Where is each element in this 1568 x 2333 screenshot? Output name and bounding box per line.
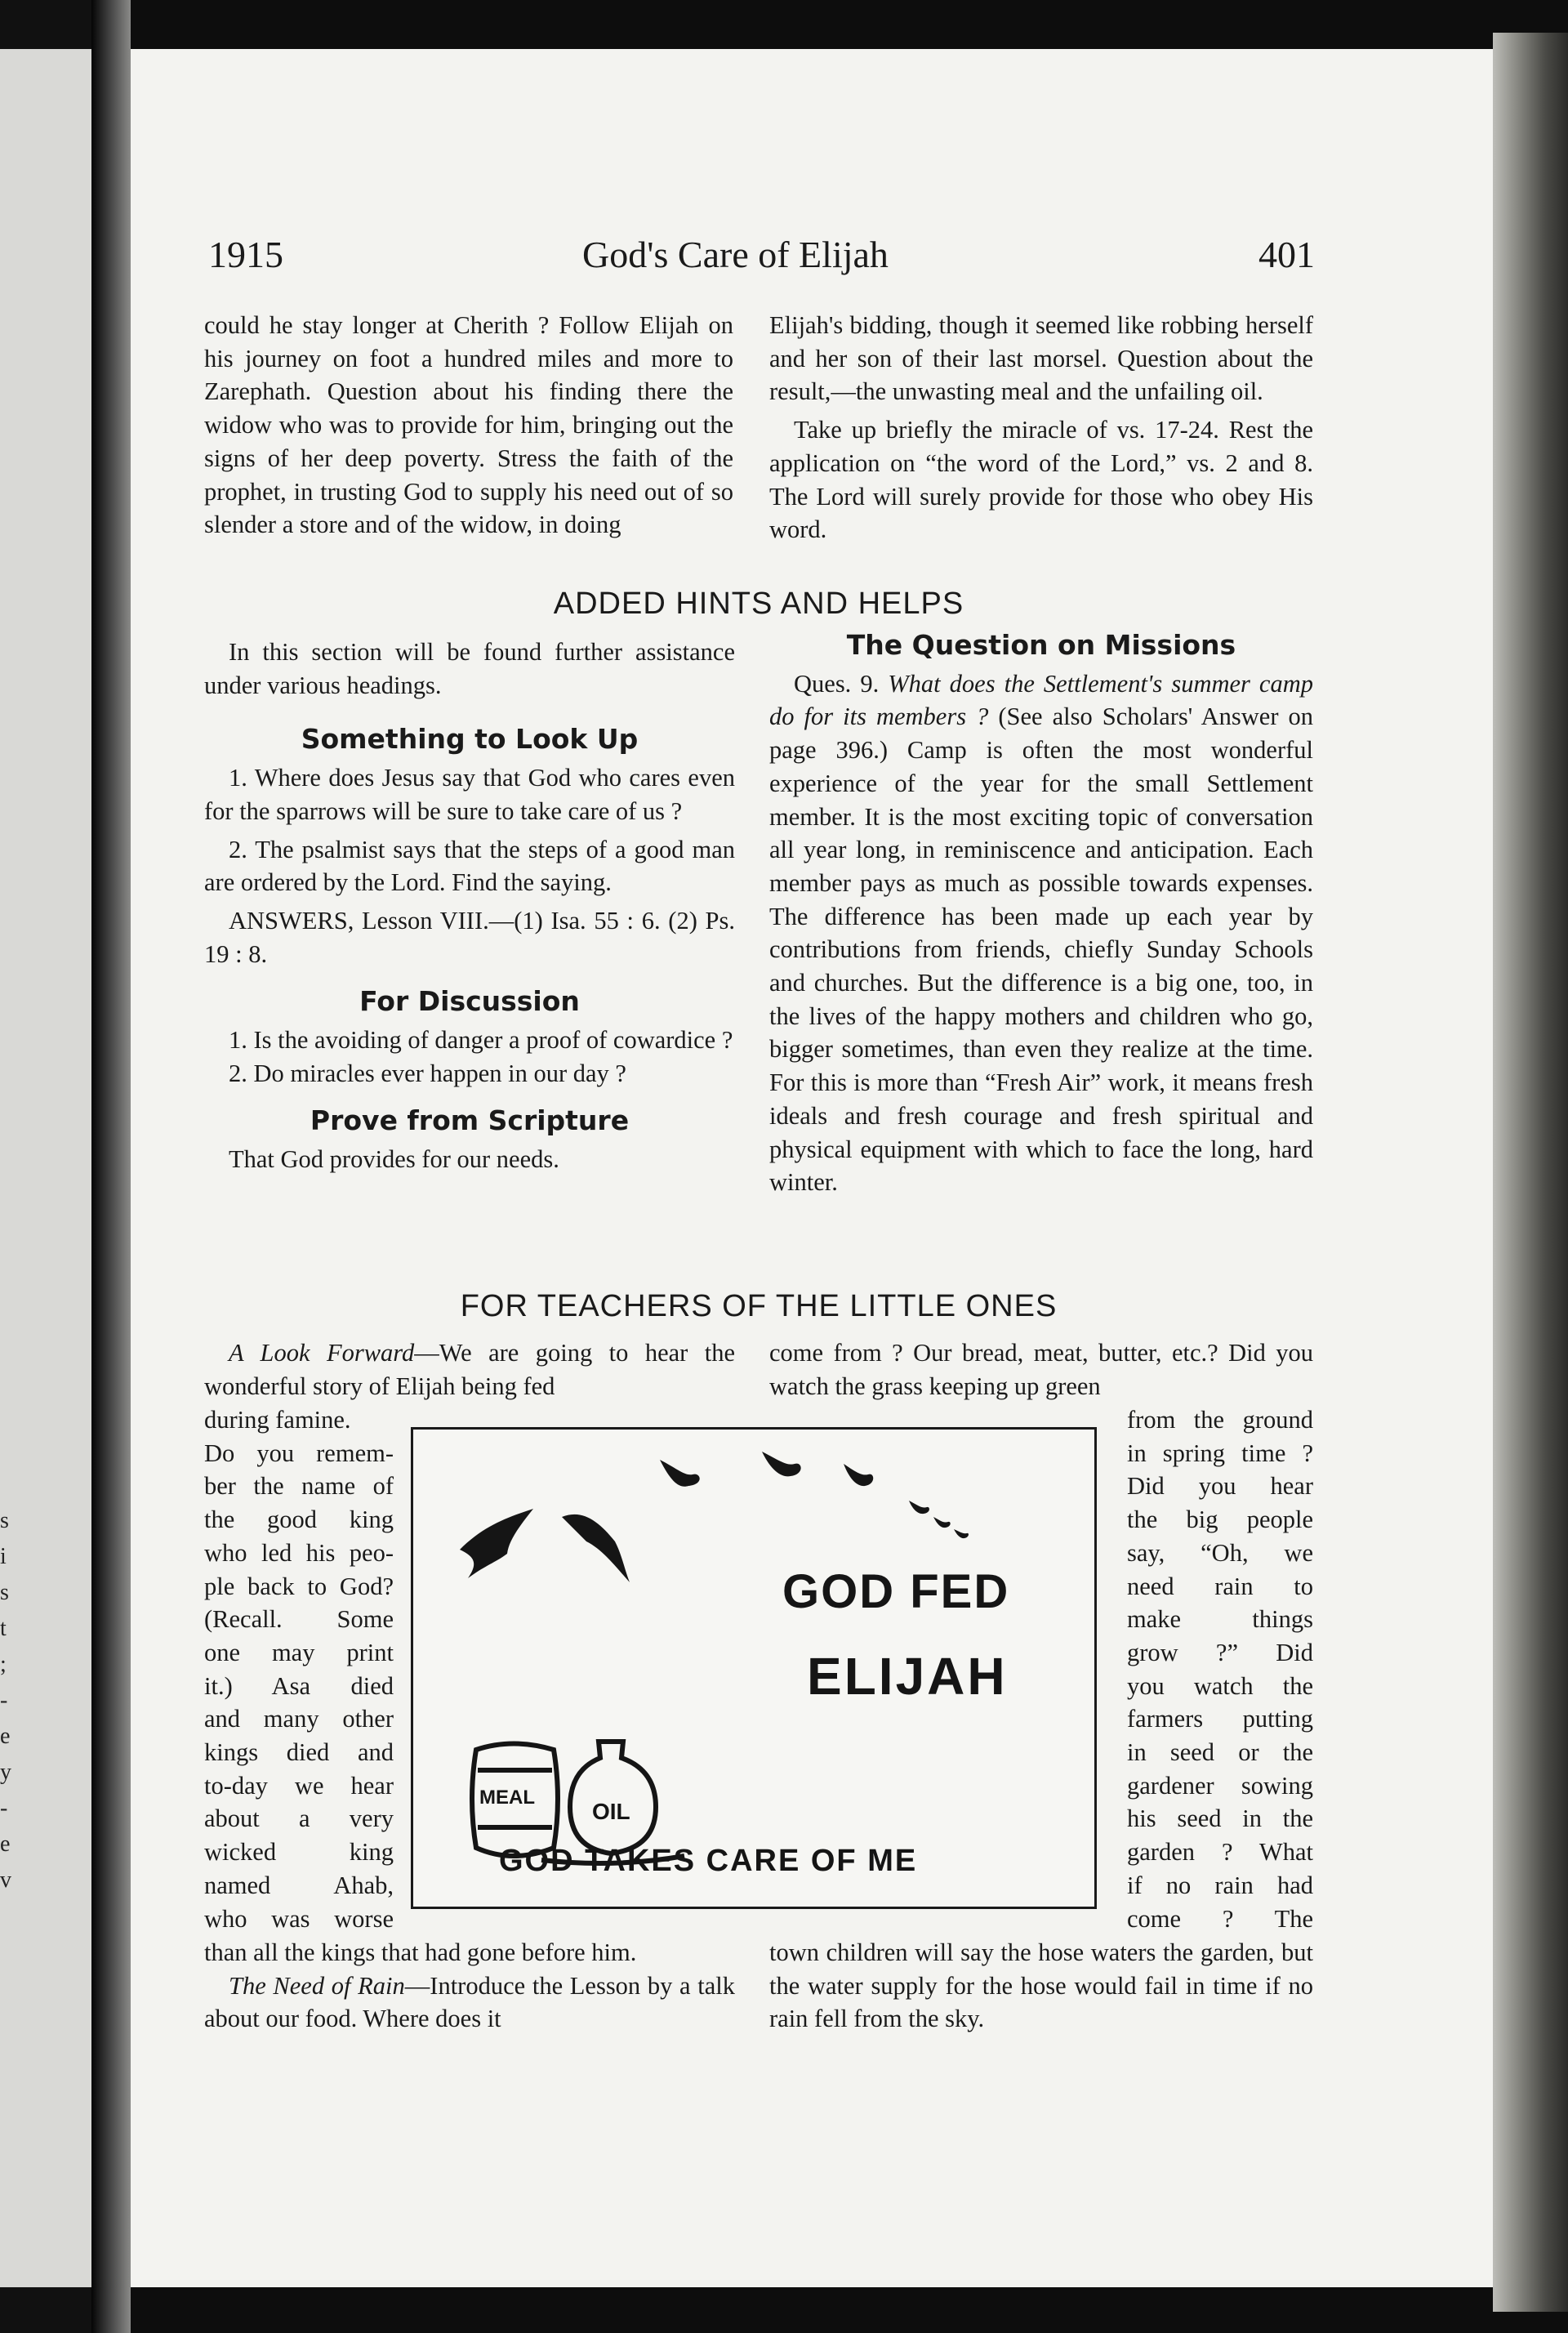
- margin-char: t: [0, 1616, 7, 1641]
- missions-body: (See also Scholars' Answer on page 396.) Camp is often the most wonderful experience of the year for the small Settlement member. It is the most exciting topic of conversation all year long, in reminiscence and anticipation. Each member pays as much as possible towards expenses. The difference has been made up each year by contributions from friends, chiefly Sunday Schools and churches. But the difference is a big one, too, in the lives of the happy mothers and children who go, bigger sometimes, than even they realize at the time. For this is more than “Fresh Air” work, it means fresh ideals and fresh courage and fresh spiritual and physical equipment with which to face the long, hard winter.: [769, 703, 1314, 1197]
- little-ones-right-bottom: [769, 1936, 1313, 2036]
- raven-icon: [954, 1529, 969, 1538]
- page-number: 401: [1258, 234, 1315, 275]
- wrap-line-right: in seed or the: [1127, 1738, 1313, 1767]
- ravens: [460, 1452, 969, 1582]
- raven-icon: [660, 1460, 700, 1487]
- wrap-line-left: (Recall. Some: [204, 1605, 394, 1634]
- illustration-caption: GOD TAKES CARE OF ME: [499, 1844, 918, 1878]
- running-head: [208, 233, 1315, 290]
- wrap-line-right: garden ? What: [1127, 1838, 1313, 1867]
- look-forward-label: A Look Forward: [229, 1339, 415, 1367]
- raven-icon: [562, 1514, 630, 1582]
- hints-right-column: [769, 629, 1313, 1199]
- jar-label: OIL: [592, 1799, 630, 1824]
- look-up-question-1: 1. Where does Jesus say that God who cares even for the sparrows will be sure to take care of us ?: [204, 764, 735, 825]
- wrap-line-right: his seed in the: [1127, 1804, 1313, 1833]
- little-ones-heading: FOR TEACHERS OF THE LITTLE ONES: [460, 1289, 1058, 1323]
- page-title: God's Care of Elijah: [582, 234, 889, 275]
- margin-char: ;: [0, 1652, 7, 1677]
- wrap-line-left: ple back to God?: [204, 1572, 394, 1600]
- margin-char: -: [0, 1795, 8, 1821]
- raven-icon: [933, 1517, 951, 1528]
- little-ones-left-bottom: [204, 1936, 735, 2036]
- wrap-line-right: grow ?” Did: [1127, 1638, 1313, 1666]
- top-right-paragraph-2: Take up briefly the miracle of vs. 17-24. Rest the application on “the word of the Lord,” vs. 2 and 8. The Lord will surely provide for those who obey His word.: [769, 416, 1313, 544]
- look-up-heading: Something to Look Up: [301, 723, 639, 756]
- margin-char: s: [0, 1580, 9, 1605]
- right-lead: come from ? Our bread, meat, butter, etc.? Did you watch the grass keeping up green: [769, 1339, 1313, 1400]
- margin-char: -: [0, 1688, 8, 1713]
- book-spine: [91, 0, 131, 2333]
- wrap-line-left: it.) Asa died: [204, 1671, 394, 1700]
- wrap-line-left: the good king: [204, 1506, 394, 1534]
- look-forward-lead: [204, 1336, 735, 1403]
- wrap-line-right: say, “Oh, we: [1127, 1538, 1313, 1567]
- raven-icon: [460, 1509, 533, 1578]
- raven-icon: [909, 1501, 929, 1514]
- wrap-line-left: ber the name of: [204, 1472, 394, 1501]
- hints-left-column: [204, 636, 735, 1176]
- wrap-line-right: come ? The: [1127, 1904, 1313, 1933]
- page-stack-edge: [1493, 33, 1568, 2312]
- facing-page-edge: [0, 49, 91, 2287]
- discussion-question-2: 2. Do miracles ever happen in our day ?: [229, 1059, 626, 1087]
- discussion-heading: For Discussion: [359, 985, 580, 1018]
- margin-char: y: [0, 1760, 11, 1785]
- need-of-rain: [204, 1969, 735, 2036]
- illustration-line-2: ELIJAH: [807, 1647, 1008, 1706]
- missions-heading: The Question on Missions: [846, 629, 1236, 661]
- look-forward-text: —We are going to hear the wonderful story of Elijah being fed: [204, 1339, 735, 1400]
- raven-icon: [762, 1452, 801, 1476]
- wrap-line-right: the big people: [1127, 1506, 1313, 1534]
- wrap-line-left: to-day we hear: [204, 1771, 394, 1800]
- illustration-line-1: GOD FED: [782, 1565, 1010, 1618]
- top-left-column: [204, 309, 733, 542]
- wrap-line-left: one may print: [204, 1638, 394, 1666]
- little-ones-right-column: [769, 1336, 1313, 1403]
- wrap-line-right: need rain to: [1127, 1572, 1313, 1600]
- wrap-line-right: make things: [1127, 1605, 1313, 1634]
- wrap-line-left: Do you remem-: [204, 1439, 394, 1467]
- margin-char: s: [0, 1508, 9, 1533]
- prove-heading: Prove from Scripture: [310, 1104, 630, 1137]
- discussion-question-1: 1. Is the avoiding of danger a proof of cowardice ?: [229, 1026, 733, 1055]
- top-right-column: [769, 309, 1313, 546]
- need-of-rain-label: The Need of Rain: [229, 1971, 405, 2000]
- wrap-line-right: from the ground: [1127, 1406, 1313, 1434]
- wrap-line-left: wicked king: [204, 1838, 394, 1867]
- need-of-rain-text: —Introduce the Lesson by a talk about our food. Where does it: [204, 1971, 735, 2033]
- little-ones-right-wrap: [1127, 1403, 1313, 1935]
- right-end: town children will say the hose waters the garden, but the water supply for the hose would fail in time if no rain fell from the sky.: [769, 1938, 1313, 2033]
- illustration: [411, 1427, 1097, 1909]
- hints-intro: In this section will be found further assistance under various headings.: [204, 638, 735, 699]
- top-left-paragraph: could he stay longer at Cherith ? Follow Elijah on his journey on foot a hundred miles and more to Zarephath. Question about his finding there the widow who was to provide for him, bringing out the signs of her deep poverty. Stress the faith of the prophet, in trusting God to supply his need out of so slender a store and of the widow, in doing: [204, 311, 733, 539]
- wrap-line-left: and many other: [204, 1705, 394, 1733]
- barrel-label: MEAL: [479, 1787, 535, 1809]
- wrap-line-right: you watch the: [1127, 1671, 1313, 1700]
- raven-icon: [844, 1464, 873, 1486]
- wrap-line-right: Did you hear: [1127, 1472, 1313, 1501]
- look-up-question-2: 2. The psalmist says that the steps of a good man are ordered by the Lord. Find the saying.: [204, 835, 735, 897]
- wrap-line-right: gardener sowing: [1127, 1771, 1313, 1800]
- wrap-line-left: who was worse: [204, 1904, 394, 1933]
- wrap-line-left: who led his peo-: [204, 1538, 394, 1567]
- missions-answer: [769, 667, 1313, 1199]
- margin-char: e: [0, 1831, 11, 1857]
- wrap-line-left: kings died and: [204, 1738, 394, 1767]
- little-ones-left-column: [204, 1336, 735, 1403]
- answers: ANSWERS, Lesson VIII.—(1) Isa. 55 : 6. (2) Ps. 19 : 8.: [204, 906, 735, 968]
- look-forward-end: than all the kings that had gone before him.: [204, 1938, 637, 1966]
- wrap-line-right: farmers putting: [1127, 1705, 1313, 1733]
- facing-page-margin-chars: [0, 1503, 10, 1898]
- wrap-line-left: named Ahab,: [204, 1871, 394, 1899]
- wrap-line-left: about a very: [204, 1804, 394, 1833]
- little-ones-left-wrap: [204, 1403, 394, 1935]
- wrap-line-right: in spring time ?: [1127, 1439, 1313, 1467]
- margin-char: v: [0, 1867, 11, 1893]
- wrap-line-left: during famine.: [204, 1406, 351, 1434]
- margin-char: e: [0, 1724, 11, 1749]
- wrap-line-right: if no rain had: [1127, 1871, 1313, 1899]
- missions-question: What does the Settlement's summer camp do for its members ?: [769, 669, 1314, 731]
- year: 1915: [208, 234, 283, 275]
- top-right-paragraph-1: Elijah's bidding, though it seemed like robbing herself and her son of their last morsel. Question about the result,—the unwasting meal and the unfailing oil.: [769, 311, 1313, 406]
- added-hints-heading: ADDED HINTS AND HELPS: [553, 587, 964, 621]
- prove-text: That God provides for our needs.: [229, 1145, 559, 1174]
- margin-char: i: [0, 1544, 7, 1569]
- missions-question-label: Ques. 9.: [794, 669, 880, 698]
